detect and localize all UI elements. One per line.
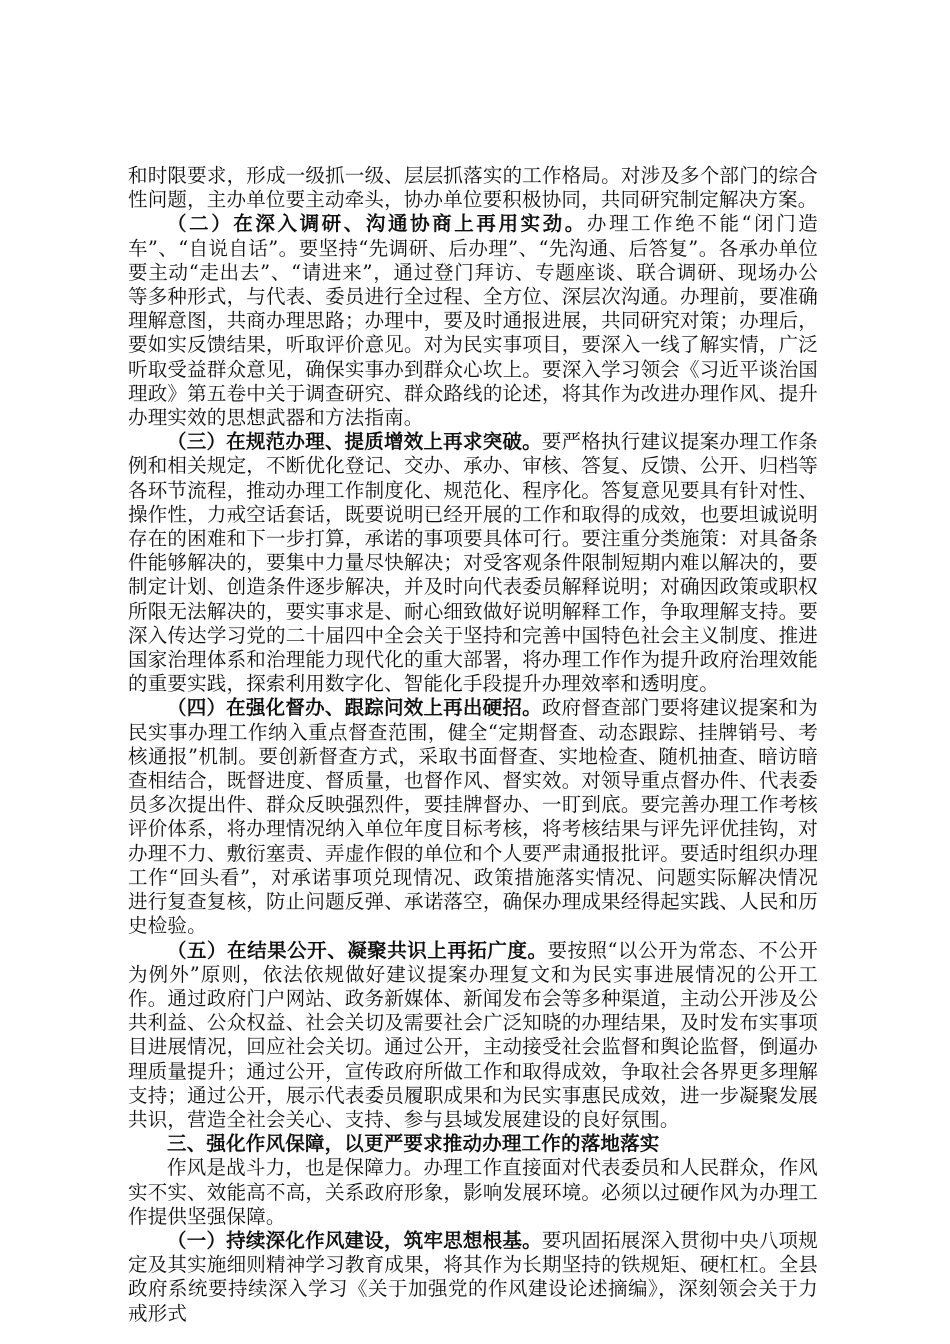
paragraph-item-1 <box>128 1229 818 1326</box>
paragraph-continuation <box>128 164 818 212</box>
paragraph-text: 政府督查部门要将建议提案和为民实事办理工作纳入重点督查范围，健全“定期督查、动态跟踪、挂牌销号、考核通报”机制。要创新督查方式，采取书面督查、实地检查、随机抽查、暗访暗查相结合，既督进度、督质量，也督作风、督实效。对领导重点督办件、代表委员多次提出件、群众反映强烈件，要挂牌督办、一盯到底。要完善办理工作考核评价体系，将办理情况纳入单位年度目标考核，将考核结果与评先评优挂钩，对办理不力、敷衍塞责、弄虚作假的单位和个人要严肃通报批评。要适时组织办理工作“回头看”，对承诺事项兑现情况、政策措施落实情况、问题实际解决情况进行复查复核，防止问题反弹、承诺落空，确保办理成果经得起实践、人民和历史检验。 <box>128 696 818 938</box>
paragraph-text: 要严格执行建议提案办理工作条例和相关规定，不断优化登记、交办、承办、审核、答复、反馈、公开、归档等各环节流程，推动办理工作制度化、规范化、程序化。答复意见要具有针对性、操作性，力戒空话套话，既要说明已经开展的工作和取得的成效，也要坦诚说明存在的困难和下一步打算，承诺的事项要具体可行。要注重分类施策：对具备条件能够解决的，要集中力量尽快解决；对受客观条件限制短期内难以解决的，要制定计划、创造条件逐步解决，并及时向代表委员解释说明；对确因政策或职权所限无法解决的，要实事求是、耐心细致做好说明解释工作，争取理解支持。要深入传达学习党的二十届四中全会关于坚持和完善中国特色社会主义制度、推进国家治理体系和治理能力现代化的重大部署，将办理工作作为提升政府治理效能的重要实践，探索利用数字化、智能化手段提升办理效率和透明度。 <box>128 430 818 696</box>
paragraph-lead: （二）在深入调研、沟通协商上再用实劲。 <box>167 212 587 236</box>
paragraph-item-5 <box>128 939 818 1133</box>
paragraph-lead: （三）在规范办理、提质增效上再求突破。 <box>167 430 542 454</box>
paragraph-text: 作风是战斗力，也是保障力。办理工作直接面对代表委员和人民群众，作风实不实、效能高不高，关系政府形象，影响发展环境。必须以过硬作风为办理工作提供坚强保障。 <box>128 1156 818 1228</box>
document-page <box>128 164 818 1326</box>
paragraph-text: 和时限要求，形成一级抓一级、层层抓落实的工作格局。对涉及多个部门的综合性问题，主办单位要主动牵头，协办单位要积极协同，共同研究制定解决方案。 <box>128 164 818 212</box>
paragraph-lead: （五）在结果公开、凝聚共识上再拓广度。 <box>167 938 548 962</box>
paragraph-item-4 <box>128 696 818 938</box>
section-heading: 三、强化作风保障，以更严要求推动办理工作的落地落实 <box>167 1132 660 1156</box>
paragraph-item-2 <box>128 212 818 430</box>
paragraph-lead: （四）在强化督办、跟踪问效上再出硬招。 <box>167 696 542 720</box>
paragraph-text: 要巩固拓展深入贯彻中央八项规定及其实施细则精神学习教育成果，将其作为长期坚持的铁规矩、硬杠杠。全县政府系统要持续深入学习《关于加强党的作风建设论述摘编》，深刻领会关于力戒形式 <box>128 1228 818 1325</box>
paragraph-body <box>128 1156 818 1229</box>
paragraph-lead: （一）持续深化作风建设，筑牢思想根基。 <box>167 1228 542 1252</box>
paragraph-item-3 <box>128 430 818 696</box>
paragraph-text: 要按照“以公开为常态、不公开为例外”原则，依法依规做好建议提案办理复文和为民实事进展情况的公开工作。通过政府门户网站、政务新媒体、新闻发布会等多种渠道，主动公开涉及公共利益、公众权益、社会关切及需要社会广泛知晓的办理结果，及时发布实事项目进展情况，回应社会关切。通过公开，主动接受社会监督和舆论监督，倒逼办理质量提升；通过公开，宣传政府所做工作和取得成效，争取社会各界更多理解支持；通过公开，展示代表委员履职成果和为民实事惠民成效，进一步凝聚发展共识，营造全社会关心、支持、参与县域发展建设的良好氛围。 <box>128 938 818 1131</box>
paragraph-text: 办理工作绝不能“闭门造车”、“自说自话”。要坚持“先调研、后办理”、“先沟通、后答复”。各承办单位要主动“走出去”、“请进来”，通过登门拜访、专题座谈、联合调研、现场办公等多种形式，与代表、委员进行全过程、全方位、深层次沟通。办理前，要准确理解意图，共商办理思路；办理中，要及时通报进展，共同研究对策；办理后，要如实反馈结果，听取评价意见。对为民实事项目，要深入一线了解实情，广泛听取受益群众意见，确保实事办到群众心坎上。要深入学习领会《习近平谈治国理政》第五卷中关于调查研究、群众路线的论述，将其作为改进办理作风、提升办理实效的思想武器和方法指南。 <box>128 212 818 430</box>
